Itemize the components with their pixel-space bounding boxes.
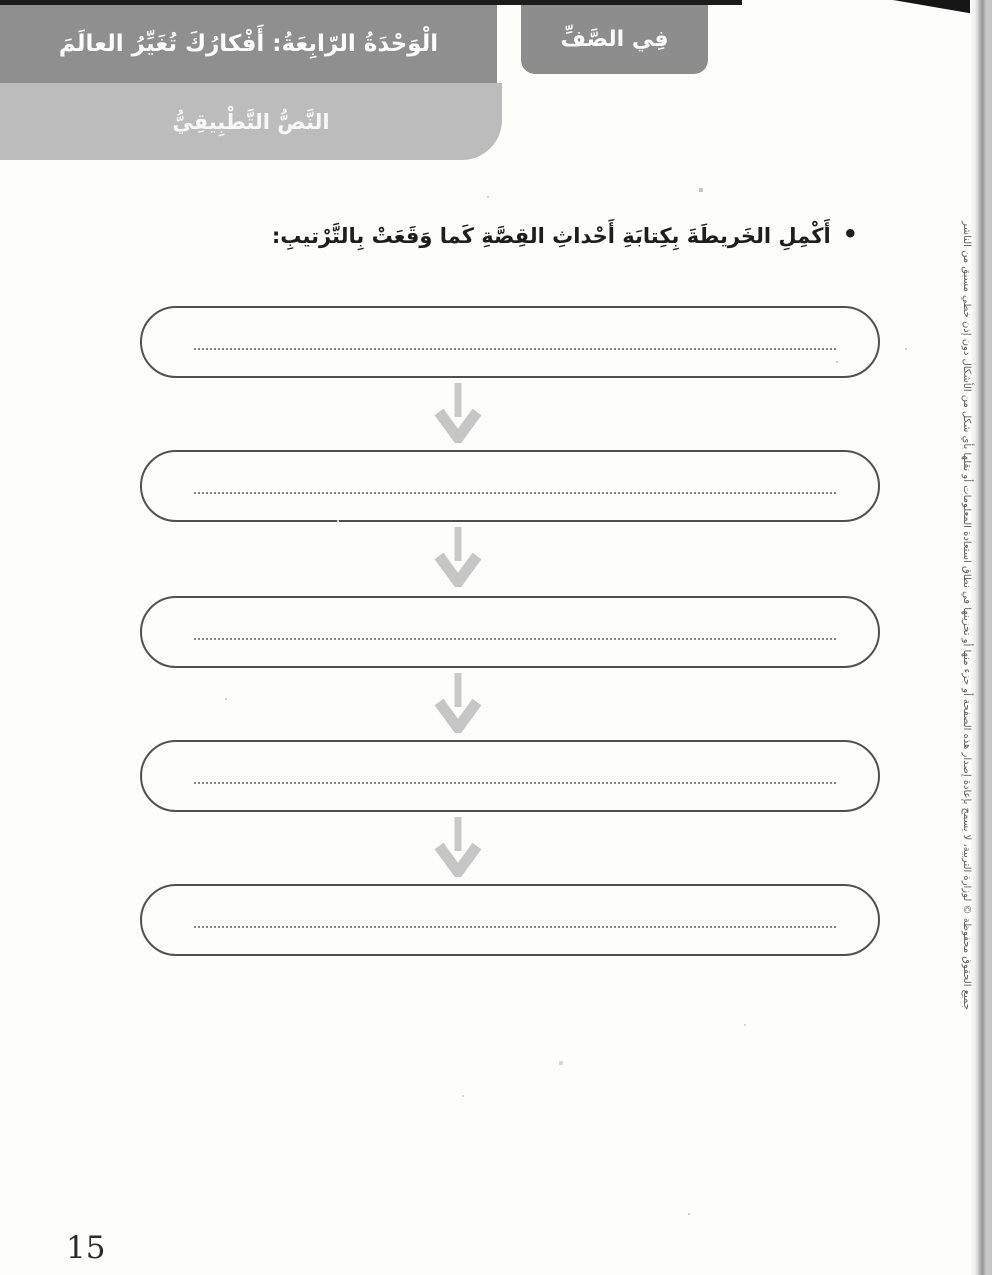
story-event-box-4[interactable]	[140, 740, 880, 812]
class-tab-label: فِي الصَّفِّ	[560, 27, 669, 52]
down-arrow-icon	[432, 525, 484, 587]
story-event-box-2[interactable]	[140, 450, 880, 522]
story-event-box-1[interactable]	[140, 306, 880, 378]
scan-noise	[0, 0, 2, 2]
bullet-icon: •	[842, 220, 858, 248]
section-title: النَّصُّ التَّطْبِيقِيُّ	[172, 109, 330, 134]
unit-title: الْوَحْدَةُ الرّابِعَةُ: أَفْكارُكَ تُغَيِّرُ العالَمَ	[58, 31, 439, 57]
page-number: 15	[66, 1230, 106, 1266]
story-event-box-3[interactable]	[140, 596, 880, 668]
down-arrow-icon	[432, 381, 484, 443]
class-context-tab	[521, 5, 708, 74]
instruction-text: أَكْمِلِ الخَريطَةَ بِكِتابَةِ أَحْداثِ القِصَّةِ كَما وَقَعَتْ بِالتَّرْتيبِ:	[271, 224, 831, 248]
scan-right-edge	[970, 0, 992, 1275]
story-event-box-5[interactable]	[140, 884, 880, 956]
copyright-sidebar-text: جميع الحقوق محفوظة © لوزارة التربية، لا يسمح بإعادة إصدار هذه الصفحة أو جزء منها أو تخزينها في نطاق استعادة المعلومات أو نقلها بأي شكل من الأشكال دون إذن خطي مسبق من الناشر	[961, 221, 972, 1010]
down-arrow-icon	[432, 815, 484, 877]
instruction-line	[271, 220, 858, 248]
section-title-band	[0, 83, 502, 160]
unit-title-band	[0, 5, 497, 83]
down-arrow-icon	[432, 671, 484, 733]
answer-field-1[interactable]	[194, 348, 836, 350]
answer-field-2[interactable]	[194, 492, 836, 494]
answer-field-3[interactable]	[194, 638, 836, 640]
answer-field-5[interactable]	[194, 926, 836, 928]
answer-field-4[interactable]	[194, 782, 836, 784]
